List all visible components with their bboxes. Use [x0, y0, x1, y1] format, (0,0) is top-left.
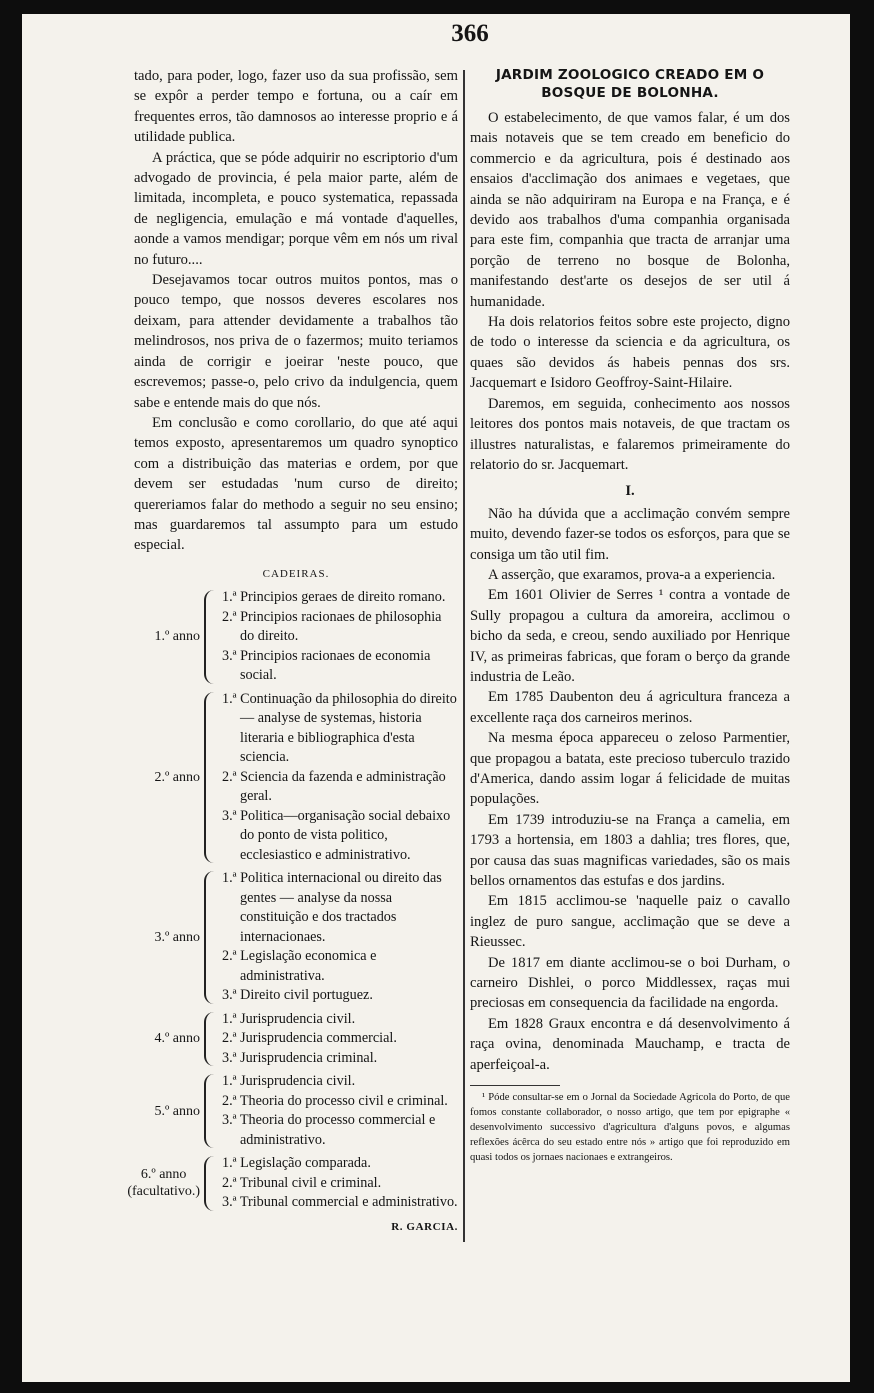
page-number: 366: [451, 20, 489, 47]
brace-icon: [204, 1012, 218, 1067]
article-title: JARDIM ZOOLOGICO CREADO EM O BOSQUE DE BOLONHA.: [495, 67, 765, 101]
course-item: 2.ª Principios racionaes de philosophia do direito.: [222, 608, 442, 645]
year-block-2: [134, 690, 458, 866]
year-label: 3.º anno: [154, 929, 200, 945]
paragraph: A práctica, que se póde adquirir no escriptorio d'um advogado de provincia, é pela maior parte, além de limitada, incompleta, e pouco systematica, repassada de negligencia, emulação e má vontade d'aquelles, aonde a vamos mendigar; porque vêm em nós um rival no futuro....: [134, 149, 458, 268]
course-item: 3.ª Theoria do processo commercial e administrativo.: [222, 1112, 436, 1148]
year-label: 4.º anno: [154, 1031, 200, 1047]
paragraph: Desejavamos tocar outros muitos pontos, mas o pouco tempo, que nossos deveres escolares nos deixam, para attender devidamente a trabalhos tão melindrosos, nos priva de o fazermos; muito teriamos ainda de corrigir e joeirar 'neste pouco, que escrevemos; passe-o, pelo crivo da indulgencia, quem sabe e entende mais do que nós.: [134, 272, 458, 411]
course-item: 1.ª Legislação comparada.: [222, 1155, 371, 1172]
author-signature: R. GARCIA.: [391, 1220, 458, 1233]
year-block-5: [134, 1072, 458, 1150]
section-heading: I.: [625, 483, 635, 500]
year-label: 1.º anno: [154, 629, 200, 645]
paragraph: Não ha dúvida que a acclimação convém sempre muito, devendo fazer-se todos os esforços, para que se consiga um tão util fim.: [470, 505, 790, 563]
course-list: [222, 869, 458, 1006]
paragraph: Daremos, em seguida, conhecimento aos nossos leitores dos pontos mais notaveis, de que tractam os illustres naturalistas, e falaremos primeiramente do relatorio do sr. Jacquemart.: [470, 395, 790, 473]
brace-icon: [204, 1074, 218, 1148]
paragraph: Em 1828 Graux encontra e dá desenvolvimento á raça ovina, denominada Mauchamp, e tracta de aperfeiçoal-a.: [470, 1015, 790, 1073]
paragraph: Em conclusão e como corollario, do que até aqui temos exposto, apresentaremos um quadro synoptico com a distribuição das materias e ordem, por que devem ser estudadas 'num curso de direito; quereriamos falar do methodo a seguir no seu ensino; mas guardaremos tal assumpto para um estudo especial.: [134, 414, 458, 554]
year-block-4: [134, 1010, 458, 1069]
left-column: [127, 66, 458, 1237]
column-divider: [463, 70, 465, 1242]
brace-icon: [204, 590, 218, 684]
year-label: 5.º anno: [154, 1103, 200, 1119]
course-item: 1.ª Jurisprudencia civil.: [222, 1073, 356, 1090]
course-list: [222, 690, 458, 866]
course-list: [222, 1154, 458, 1213]
course-item: 3.ª Direito civil portuguez.: [222, 987, 373, 1004]
course-item: 3.ª Politica—organisação social debaixo do ponto de vista politico, ecclesiastico e administrativo.: [222, 807, 451, 863]
course-item: 2.ª Sciencia da fazenda e administração geral.: [222, 768, 446, 805]
paragraph: Em 1739 introduziu-se na França a camelia, em 1793 a hortensia, em 1803 a dahlia; tres flores, que, por causa das suas magnificas variedades, são os mais bellos ornamentos das estufas e dos jardins.: [470, 811, 790, 890]
course-list: [222, 1072, 458, 1150]
cadeiras-heading: CADEIRAS.: [262, 567, 330, 580]
brace-icon: [204, 1156, 218, 1211]
year-block-1: [134, 588, 458, 686]
course-item: 3.ª Principios racionaes de economia social.: [222, 647, 431, 684]
course-item: 2.ª Legislação economica e administrativa.: [222, 948, 377, 984]
paragraph: tado, para poder, logo, fazer uso da sua profissão, sem se expôr a perder tempo e fortuna, ou a caír em frequentes erros, tão damnosos ao interesse proprio e á utilidade publica.: [134, 68, 458, 146]
year-label: 6.º anno (facultativo.): [127, 1167, 200, 1200]
right-column: [470, 66, 790, 1165]
year-label: 2.º anno: [154, 769, 200, 785]
year-block-6: [127, 1154, 458, 1213]
course-item: 1.ª Principios geraes de direito romano.: [222, 589, 446, 606]
paragraph: A asserção, que exaramos, prova-a a experiencia.: [488, 566, 776, 583]
brace-icon: [204, 871, 218, 1004]
course-item: 2.ª Tribunal civil e criminal.: [222, 1174, 382, 1191]
paragraph: Em 1815 acclimou-se 'naquelle paiz o cavallo inglez de puro sangue, acclimação que se deve a Rieussec.: [470, 893, 790, 951]
year-block-3: [134, 869, 458, 1006]
course-item: 1.ª Politica internacional ou direito das gentes — analyse da nossa constituição e dos tractados internacionaes.: [222, 870, 442, 945]
course-list: [222, 588, 458, 686]
course-item: 3.ª Tribunal commercial e administrativo.: [222, 1194, 458, 1211]
course-item: 2.ª Theoria do processo civil e criminal.: [222, 1092, 448, 1109]
paragraph: Ha dois relatorios feitos sobre este projecto, digno de todo o interesse da sciencia e da agricultura, os quaes são devidos ás habeis pennas dos srs. Jacquemart e Isidoro Geoffroy-Saint-Hilaire.: [470, 314, 790, 392]
paragraph: Em 1785 Daubenton deu á agricultura franceza a excellente raça dos carneiros merinos.: [470, 689, 790, 726]
course-list: [222, 1010, 458, 1069]
footnote: ¹ Póde consultar-se em o Jornal da Sociedade Agricola do Porto, de que fomos constante collaborador, o nosso artigo, que tem por epigraphe « desenvolvimento successivo d'agricultura d'alguns povos, e algumas reflexões ácêrca do seu estado entre nós » artigo que foi reproduzido em quasi todos os jornaes nacionaes e extrangeiros.: [470, 1092, 790, 1164]
course-item: 1.ª Continuação da philosophia do direito — analyse de systemas, historia literaria e bibliographica d'esta sciencia.: [222, 690, 457, 766]
brace-icon: [204, 692, 218, 864]
paragraph: O estabelecimento, de que vamos falar, é um dos mais notaveis que se tem creado em beneficio do commercio e da agricultura, pois é destinado aos ensaios d'acclimação dos animaes e vegetaes, que ainda se não adquiriram na Europa e na França, e é devido aos trabalhos d'uma companhia organisada para este fim, companhia que tracta de arranjar uma porção de terreno no bosque de Bolonha, manifestando dest'arte os desejos de ser util á humanidade.: [470, 110, 790, 310]
paragraph: Em 1601 Olivier de Serres ¹ contra a vontade de Sully propagou a cultura da amoreira, acclimou o bicho da seda, e creou, sendo auxiliado por Henrique IV, as primeiras fabricas, que foram o berço da grande industria de Leão.: [470, 587, 790, 685]
course-item: 1.ª Jurisprudencia civil.: [222, 1010, 356, 1027]
paragraph: Na mesma época appareceu o zeloso Parmentier, que propagou a batata, este precioso tuberculo trazido d'America, dando assim logar á felicidade de muitas populações.: [470, 730, 790, 808]
paragraph: De 1817 em diante acclimou-se o boi Durham, o carneiro Dishlei, o porco Middlessex, raças mui preciosas em consequencia da facilidade na engorda.: [470, 954, 790, 1012]
footnote-divider: [470, 1085, 560, 1086]
course-item: 3.ª Jurisprudencia criminal.: [222, 1049, 378, 1066]
course-item: 2.ª Jurisprudencia commercial.: [222, 1030, 397, 1047]
